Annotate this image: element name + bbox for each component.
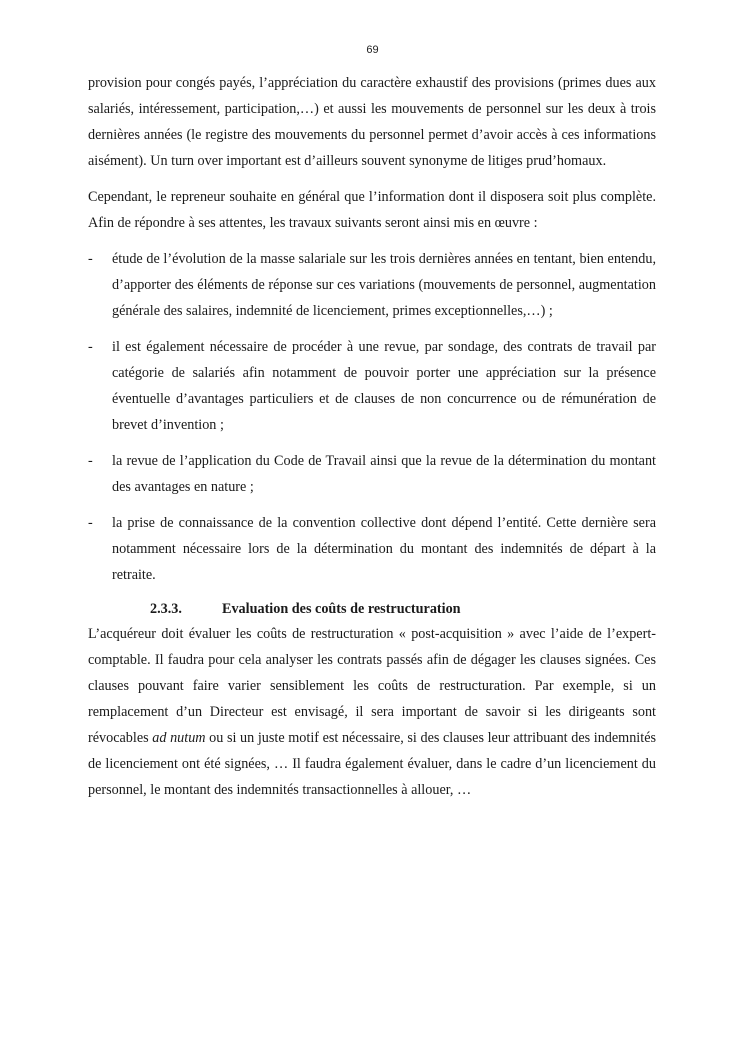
bullet-dash: -: [88, 251, 93, 267]
list-item-text: il est également nécessaire de procéder à une revue, par sondage, des contrats de travail par catégorie de salariés afin notamment de pouvoir porter une appréciation sur la présence éventuelle d’avantages particuliers et de clauses de non concurrence ou de rémunération de brevet d’invention ;: [112, 339, 656, 433]
page-number: 69: [366, 44, 379, 56]
paragraph-3: [88, 621, 656, 803]
paragraph-3-text-start: L’acquéreur doit évaluer les coûts de restructuration « post-acquisition » avec l’aide de l’expert-comptable. Il faudra pour cela analyser les contrats passés afin de dégager les clauses signées. Ces clauses pouvant faire varier sensiblement les coûts de restructuration. Par exemple, si un remplacement d’un Directeur est envisagé, il sera important de savoir si les dirigeants sont révocables: [88, 626, 656, 746]
paragraph-1: provision pour congés payés, l’appréciation du caractère exhaustif des provisions (primes dues aux salariés, intéressement, participation,…) et aussi les mouvements de personnel sur les deux à trois dernières années (le registre des mouvements du personnel permet d’avoir accès à ces informations aisément). Un turn over important est d’ailleurs souvent synonyme de litiges prud’homaux.: [88, 75, 656, 169]
bullet-dash: -: [88, 339, 93, 355]
list-item-text: la prise de connaissance de la convention collective dont dépend l’entité. Cette dernière sera notamment nécessaire lors de la détermination du montant des indemnités de départ à la retraite.: [112, 515, 656, 583]
list-item-text: la revue de l’application du Code de Travail ainsi que la revue de la détermination du montant des avantages en nature ;: [112, 453, 656, 495]
list-item: [88, 334, 656, 438]
paragraph-3-text-end: ou si un juste motif est nécessaire, si des clauses leur attribuant des indemnités de licenciement ont été signées, … Il faudra également évaluer, dans le cadre d’un licenciement du personnel, le montant des indemnités transactionnelles à allouer, …: [88, 730, 657, 798]
list-item: [88, 448, 656, 500]
task-list: [88, 246, 656, 588]
bullet-dash: -: [88, 515, 93, 531]
bullet-dash: -: [88, 453, 93, 469]
paragraph-2: Cependant, le repreneur souhaite en général que l’information dont il disposera soit plus complète. Afin de répondre à ses attentes, les travaux suivants seront ainsi mis en œuvre :: [88, 189, 656, 231]
section-number: 2.3.3.: [150, 601, 182, 617]
page-body: [88, 70, 656, 803]
list-item-text: étude de l’évolution de la masse salariale sur les trois dernières années en tentant, bien entendu, d’apporter des éléments de réponse sur ces variations (mouvements de personnel, augmentation générale des salaires, indemnité de licenciement, primes exceptionnelles,…) ;: [112, 251, 656, 319]
list-item: [88, 510, 656, 588]
section-title: Evaluation des coûts de restructuration: [222, 601, 461, 617]
italic-term: ad nutum: [152, 730, 206, 746]
list-item: [88, 246, 656, 324]
section-heading: [88, 598, 656, 620]
